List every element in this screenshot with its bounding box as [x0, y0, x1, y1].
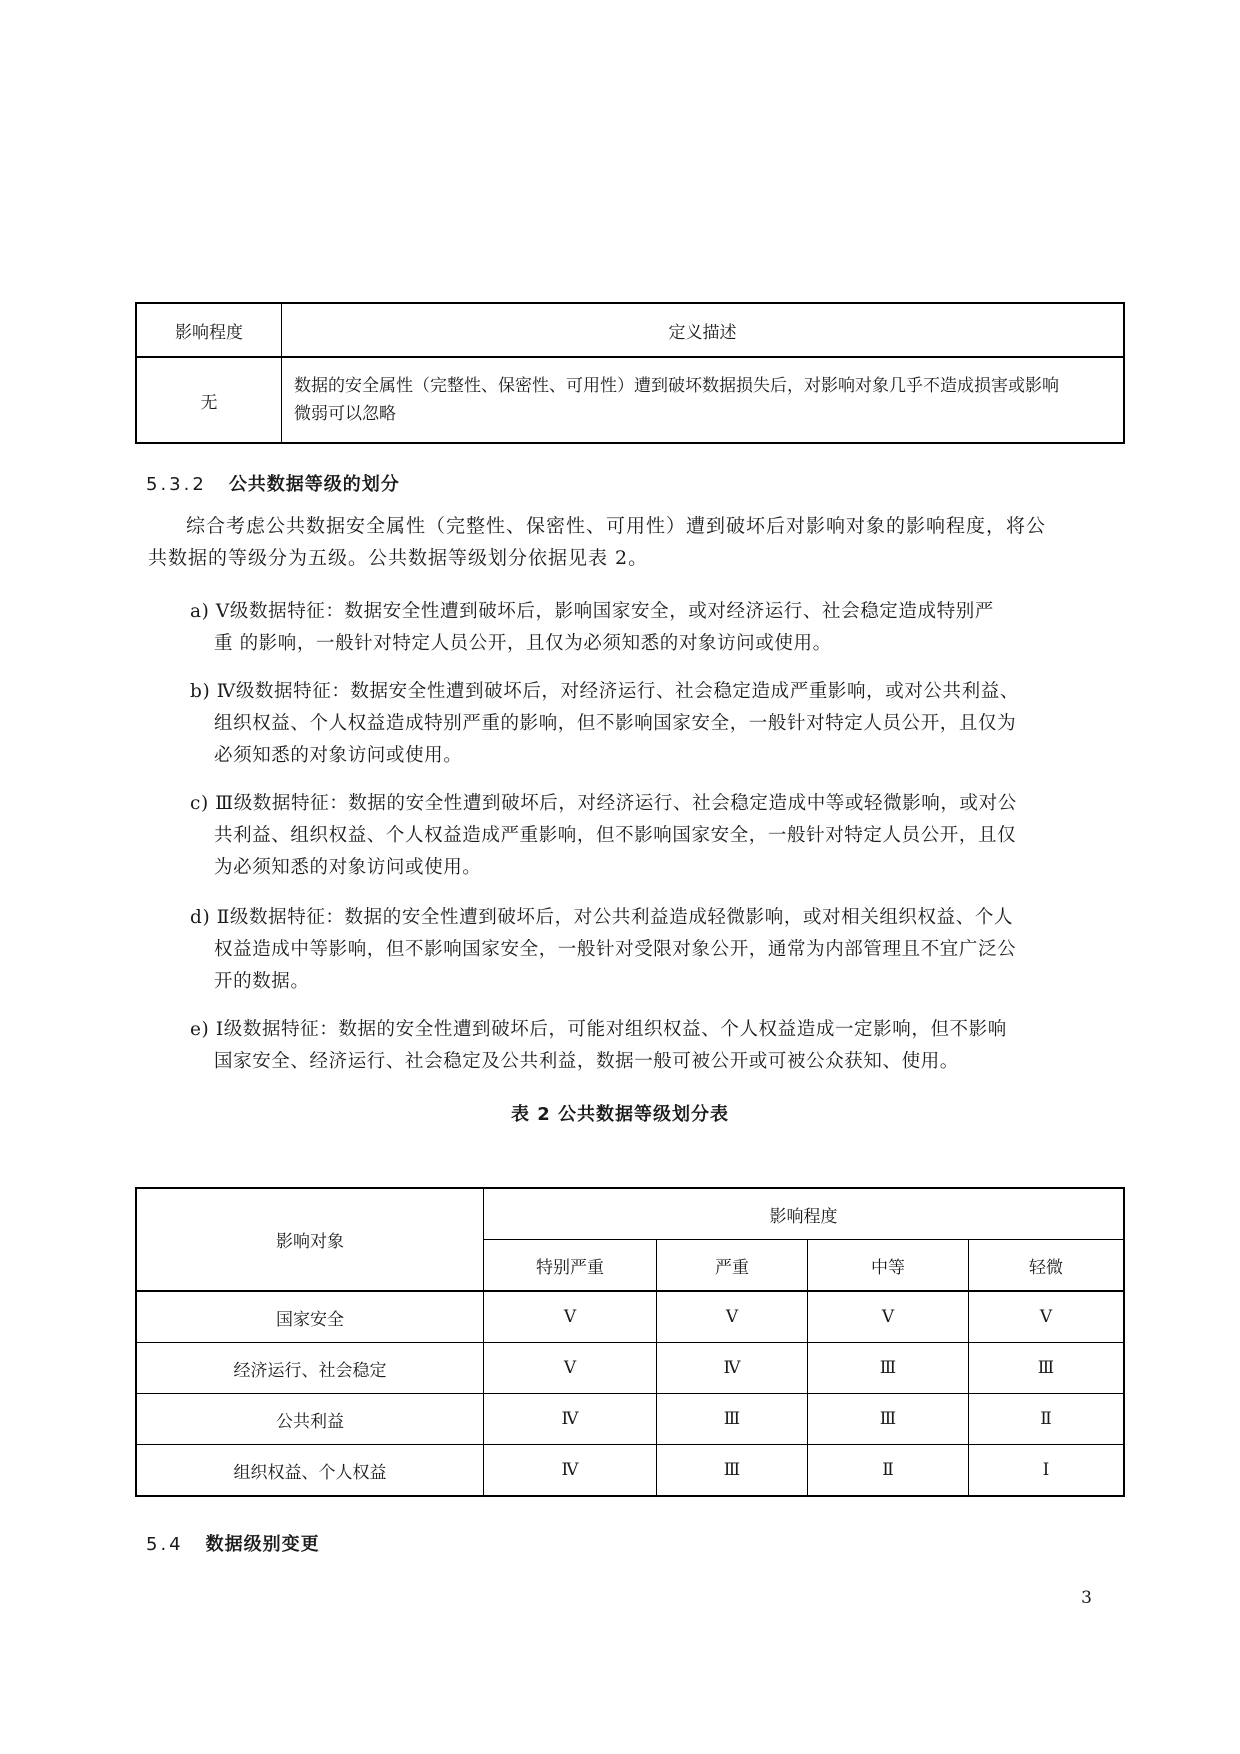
table-header-row [136, 1188, 1124, 1240]
level-cell: Ⅳ [484, 1445, 657, 1497]
section-number: 5.3.2 [146, 474, 207, 495]
level-cell: Ⅴ [969, 1291, 1125, 1343]
item-line: 重 的影响，一般针对特定人员公开，且仅为必须知悉的对象访问或使用。 [214, 633, 832, 654]
item-line: e) Ⅰ级数据特征：数据的安全性遭到破坏后，可能对组织权益、个人权益造成一定影响，但不影响 [190, 1019, 1007, 1040]
definition-cell [282, 357, 1125, 443]
section-heading-5-3-2 [146, 470, 400, 496]
level-cell: Ⅴ [484, 1343, 657, 1394]
table-caption: 表 2 公共数据等级划分表 [510, 1104, 730, 1125]
item-line: b) Ⅳ级数据特征：数据安全性遭到破坏后，对经济运行、社会稳定造成严重影响，或对公共利益、 [190, 681, 1019, 702]
paragraph-line: 综合考虑公共数据安全属性（完整性、保密性、可用性）遭到破坏后对影响对象的影响程度，将公 [186, 515, 1047, 537]
list-item-c [190, 788, 1115, 884]
object-cell: 经济运行、社会稳定 [136, 1343, 484, 1394]
table-row [136, 1445, 1124, 1497]
item-line: d) Ⅱ级数据特征：数据的安全性遭到破坏后，对公共利益造成轻微影响，或对相关组织权益、个人 [190, 907, 1014, 928]
list-item-d [190, 902, 1115, 998]
header-impact-degree: 影响程度 [484, 1188, 1125, 1240]
level-cell: Ⅲ [808, 1343, 969, 1394]
degree-header-cell: 特别严重 [484, 1240, 657, 1292]
level-cell: Ⅳ [657, 1343, 808, 1394]
item-line: 国家安全、经济运行、社会稳定及公共利益，数据一般可被公开或可被公众获知、使用。 [214, 1051, 959, 1072]
item-line: 共利益、组织权益、个人权益造成严重影响，但不影响国家安全，一般针对特定人员公开，且仅 [214, 825, 1017, 846]
header-impact-object: 影响对象 [136, 1188, 484, 1291]
level-cell: Ⅴ [657, 1291, 808, 1343]
level-cell: Ⅲ [808, 1394, 969, 1445]
header-definition: 定义描述 [282, 303, 1125, 357]
item-line: 必须知悉的对象访问或使用。 [214, 745, 463, 766]
list-item-b [190, 676, 1115, 772]
section-title: 公共数据等级的划分 [228, 474, 400, 495]
item-line: 组织权益、个人权益造成特别严重的影响，但不影响国家安全，一般针对特定人员公开，且仅为 [214, 713, 1017, 734]
list-item-a [190, 596, 1115, 660]
impact-level-cell: 无 [136, 357, 282, 443]
table-row [136, 357, 1124, 443]
section-title: 数据级别变更 [205, 1534, 320, 1555]
item-line: c) Ⅲ级数据特征：数据的安全性遭到破坏后，对经济运行、社会稳定造成中等或轻微影响，或对公 [190, 793, 1017, 814]
table-row [136, 1291, 1124, 1343]
level-cell: Ⅴ [484, 1291, 657, 1343]
item-line: a) Ⅴ级数据特征：数据安全性遭到破坏后，影响国家安全，或对经济运行、社会稳定造成特别严 [190, 601, 994, 622]
intro-paragraph [148, 510, 1114, 574]
level-cell: Ⅰ [969, 1445, 1125, 1497]
list-item-e [190, 1014, 1115, 1078]
object-cell: 组织权益、个人权益 [136, 1445, 484, 1497]
degree-header-cell: 中等 [808, 1240, 969, 1292]
definition-line: 数据的安全属性（完整性、保密性、可用性）遭到破坏数据损失后，对影响对象几乎不造成损害或影响 [294, 376, 1059, 396]
level-cell: Ⅳ [484, 1394, 657, 1445]
item-line: 为必须知悉的对象访问或使用。 [214, 857, 482, 878]
level-cell: Ⅲ [969, 1343, 1125, 1394]
definition-line: 微弱可以忽略 [294, 404, 396, 424]
page-number: 3 [1081, 1588, 1092, 1608]
data-level-table [135, 1187, 1125, 1497]
degree-header-cell: 严重 [657, 1240, 808, 1292]
level-cell: Ⅱ [808, 1445, 969, 1497]
table-row [136, 1394, 1124, 1445]
section-number: 5.4 [146, 1534, 184, 1555]
level-cell: Ⅲ [657, 1445, 808, 1497]
section-heading-5-4 [146, 1530, 320, 1556]
item-line: 权益造成中等影响，但不影响国家安全，一般针对受限对象公开，通常为内部管理且不宜广泛公 [214, 939, 1017, 960]
paragraph-line: 共数据的等级分为五级。公共数据等级划分依据见表 2。 [148, 547, 649, 569]
item-line: 开的数据。 [214, 971, 310, 992]
object-cell: 国家安全 [136, 1291, 484, 1343]
degree-header-cell: 轻微 [969, 1240, 1125, 1292]
table-row [136, 1343, 1124, 1394]
level-cell: Ⅲ [657, 1394, 808, 1445]
object-cell: 公共利益 [136, 1394, 484, 1445]
header-impact-degree: 影响程度 [136, 303, 282, 357]
level-cell: Ⅱ [969, 1394, 1125, 1445]
impact-definition-table [135, 302, 1125, 444]
table-header-row [136, 303, 1124, 357]
level-cell: Ⅴ [808, 1291, 969, 1343]
